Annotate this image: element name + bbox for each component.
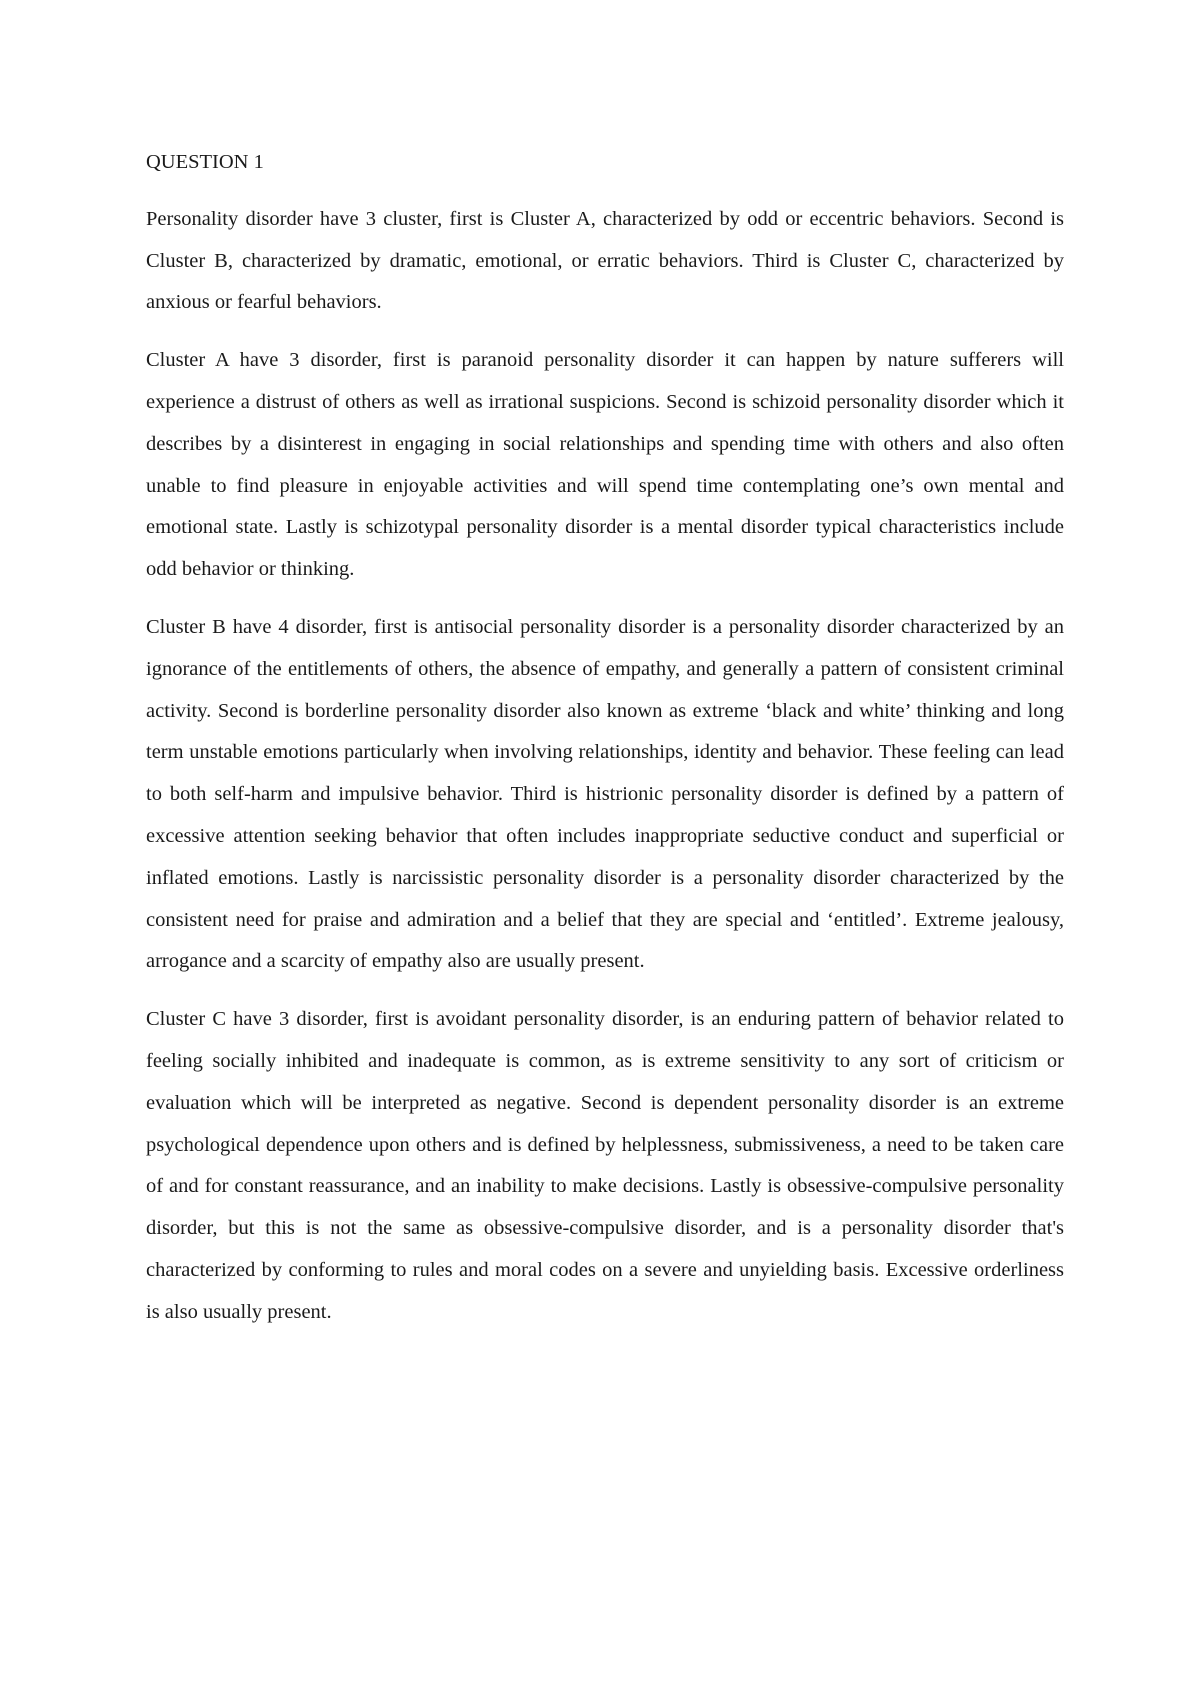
paragraph-overview: Personality disorder have 3 cluster, first is Cluster A, characterized by odd or eccentric behaviors. Second is Cluster B, characterized by dramatic, emotional, or erratic behaviors. Third is Cluster C, characterized by anxious or fearful behaviors. — [146, 207, 1064, 314]
paragraph-cluster-b: Cluster B have 4 disorder, first is antisocial personality disorder is a personality disorder characterized by an ignorance of the entitlements of others, the absence of empathy, and generally a pattern of consistent criminal activity. Second is borderline personality disorder also known as extreme ‘black and white’ thinking and long term unstable emotions particularly when involving relationships, identity and behavior. These feeling can lead to both self-harm and impulsive behavior. Third is histrionic personality disorder is defined by a pattern of excessive attention seeking behavior that often includes inappropriate seductive conduct and superficial or inflated emotions. Lastly is narcissistic personality disorder is a personality disorder characterized by the consistent need for praise and admiration and a belief that they are special and ‘entitled’. Extreme jealousy, arrogance and a scarcity of empathy also are usually present. — [146, 615, 1064, 973]
document-body — [146, 142, 1064, 1350]
question-heading: QUESTION 1 — [146, 151, 264, 173]
paragraph-cluster-a: Cluster A have 3 disorder, first is paranoid personality disorder it can happen by nature sufferers will experience a distrust of others as well as irrational suspicions. Second is schizoid personality disorder which it describes by a disinterest in engaging in social relationships and spending time with others and also often unable to find pleasure in enjoyable activities and will spend time contemplating one’s own mental and emotional state. Lastly is schizotypal personality disorder is a mental disorder typical characteristics include odd behavior or thinking. — [146, 349, 1064, 581]
paragraph-cluster-c: Cluster C have 3 disorder, first is avoidant personality disorder, is an enduring pattern of behavior related to feeling socially inhibited and inadequate is common, as is extreme sensitivity to any sort of criticism or evaluation which will be interpreted as negative. Second is dependent personality disorder is an extreme psychological dependence upon others and is defined by helplessness, submissiveness, a need to be taken care of and for constant reassurance, and an inability to make decisions. Lastly is obsessive-compulsive personality disorder, but this is not the same as obsessive-compulsive disorder, and is a personality disorder that's characterized by conforming to rules and moral codes on a severe and unyielding basis. Excessive orderliness is also usually present. — [146, 1008, 1064, 1323]
